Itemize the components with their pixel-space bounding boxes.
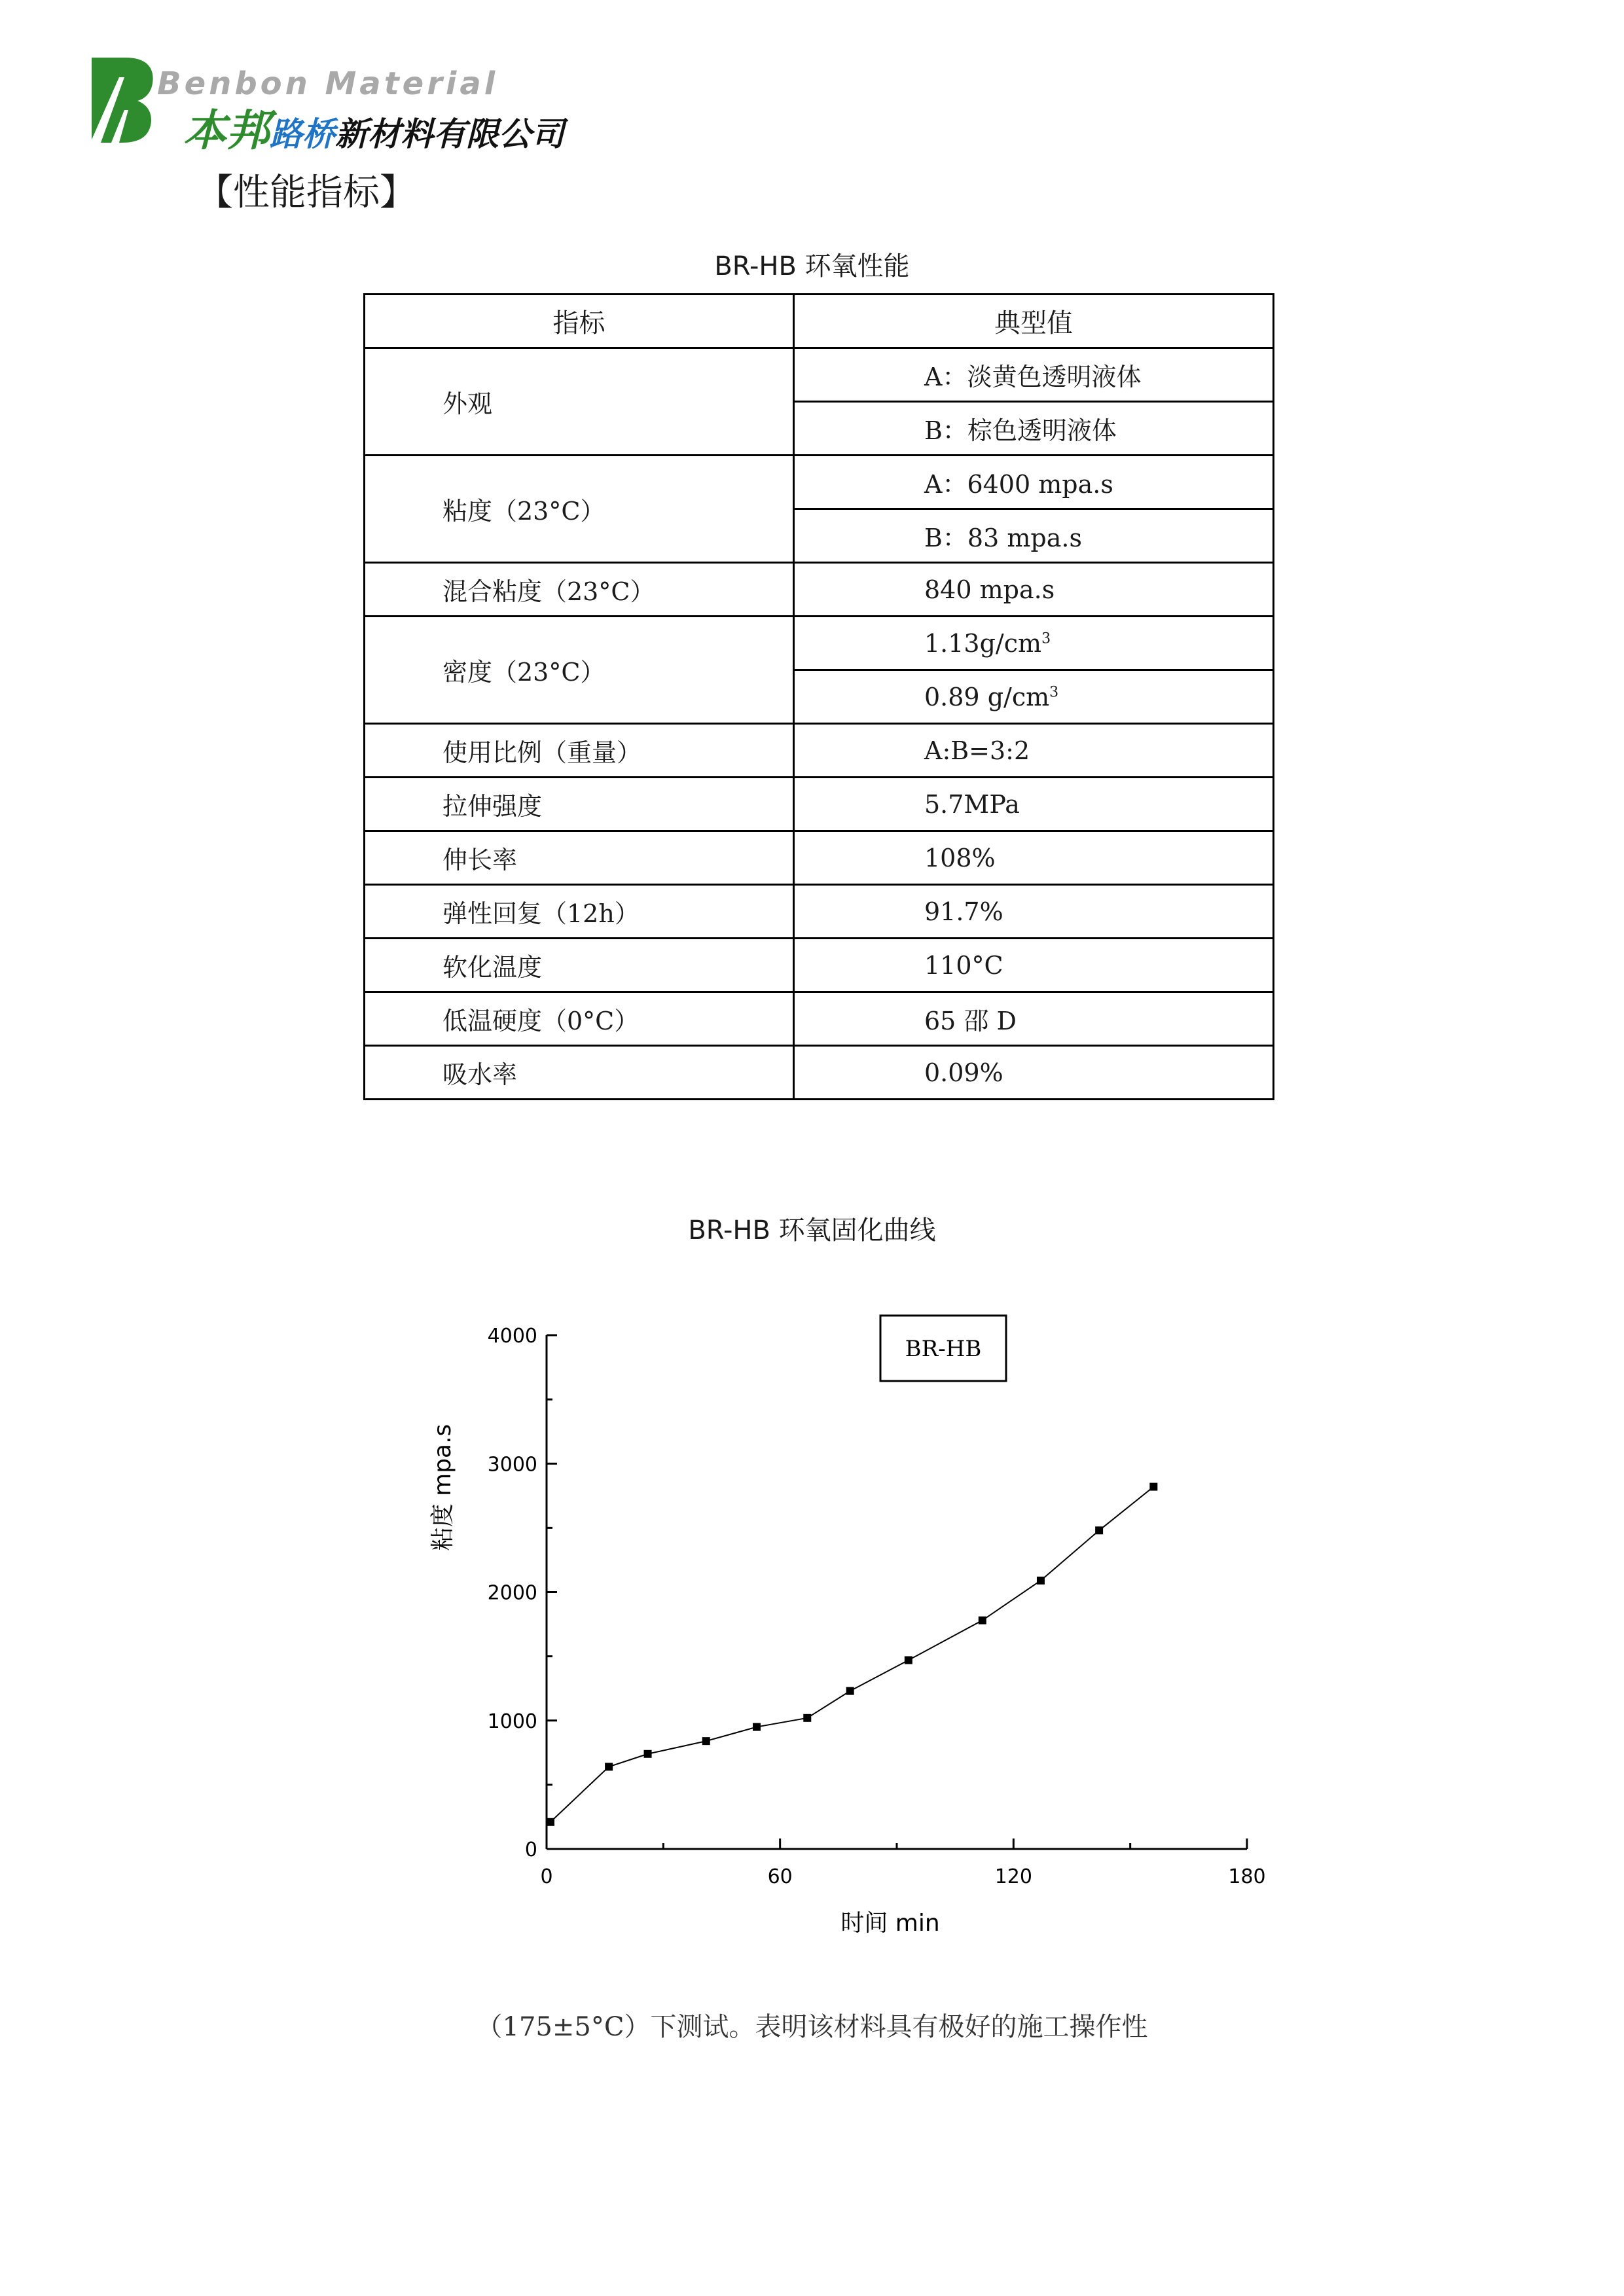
- row-name-elongation: 伸长率: [365, 831, 794, 885]
- data-point: [605, 1763, 613, 1770]
- x-tick-label: 0: [540, 1865, 553, 1888]
- data-point: [702, 1737, 710, 1745]
- data-point: [1095, 1526, 1103, 1534]
- row-name-ratio: 使用比例（重量）: [365, 724, 794, 778]
- x-tick-label: 60: [767, 1865, 793, 1888]
- chart-axes: [547, 1335, 1247, 1849]
- data-point: [803, 1714, 811, 1722]
- logo-english-text: Benbon Material: [157, 65, 499, 102]
- x-tick-label: 120: [994, 1865, 1032, 1888]
- chart-title: BR-HB 环氧固化曲线: [688, 1215, 936, 1246]
- row-name-density: 密度（23°C）: [365, 617, 794, 724]
- density-a-superscript: 3: [1041, 630, 1051, 647]
- y-tick-label: 0: [524, 1839, 537, 1861]
- row-name-tensile: 拉伸强度: [365, 778, 794, 831]
- row-value-mixed-viscosity: 840 mpa.s: [794, 563, 1274, 617]
- density-a-text: 1.13g/cm: [924, 628, 1042, 658]
- row-name-absorption: 吸水率: [365, 1046, 794, 1100]
- col-header-typical: 典型值: [794, 295, 1274, 348]
- section-title: 【性能指标】: [196, 171, 416, 214]
- y-axis-label: 粘度 mpa.s: [429, 1424, 456, 1551]
- row-value-appearance-a: A：淡黄色透明液体: [794, 348, 1274, 402]
- data-point: [905, 1657, 912, 1664]
- logo-cn-part3: 新材料有限公司: [335, 115, 564, 153]
- y-tick-label: 2000: [487, 1581, 537, 1605]
- data-point: [846, 1687, 854, 1695]
- data-point: [979, 1617, 986, 1624]
- density-b-superscript: 3: [1049, 683, 1059, 700]
- chart-legend: [880, 1316, 1006, 1381]
- chart-series: [547, 1483, 1157, 1826]
- row-value-softening: 110°C: [794, 939, 1274, 992]
- row-value-appearance-b: B：棕色透明液体: [794, 402, 1274, 456]
- x-axis-label: 时间 min: [840, 1910, 940, 1937]
- row-name-hardness: 低温硬度（0°C）: [365, 992, 794, 1046]
- row-name-viscosity: 粘度（23°C）: [365, 456, 794, 563]
- chart-labels: [429, 1424, 940, 1937]
- row-name-recovery: 弹性回复（12h）: [365, 885, 794, 939]
- row-name-appearance: 外观: [365, 348, 794, 456]
- density-b-text: 0.89 g/cm: [924, 682, 1050, 711]
- test-caption: （175±5°C）下测试。表明该材料具有极好的施工操作性: [476, 2012, 1148, 2042]
- y-tick-label: 3000: [487, 1453, 537, 1477]
- row-value-elongation: 108%: [794, 831, 1274, 885]
- row-value-hardness: 65 邵 D: [794, 992, 1274, 1046]
- col-header-indicator: 指标: [365, 295, 794, 348]
- series-line: [550, 1487, 1153, 1822]
- row-value-absorption: 0.09%: [794, 1046, 1274, 1100]
- row-value-recovery: 91.7%: [794, 885, 1274, 939]
- row-value-ratio: A:B=3:2: [794, 724, 1274, 778]
- logo-cn-part1: 本邦: [183, 105, 270, 156]
- row-value-tensile: 5.7MPa: [794, 778, 1274, 831]
- data-point: [753, 1723, 761, 1731]
- row-name-mixed-viscosity: 混合粘度（23°C）: [365, 563, 794, 617]
- row-value-viscosity-b: B：83 mpa.s: [794, 509, 1274, 563]
- y-tick-label: 1000: [487, 1710, 537, 1733]
- x-tick-label: 180: [1228, 1865, 1266, 1888]
- data-point: [1149, 1483, 1157, 1491]
- row-value-viscosity-a: A：6400 mpa.s: [794, 456, 1274, 509]
- logo-cn-part2: 路桥: [270, 115, 335, 153]
- row-name-softening: 软化温度: [365, 939, 794, 992]
- chart-ticks: [488, 1325, 1266, 1888]
- legend-label: BR-HB: [905, 1336, 982, 1362]
- y-tick-label: 4000: [487, 1325, 537, 1348]
- data-point: [644, 1750, 652, 1758]
- data-point: [547, 1818, 554, 1826]
- data-point: [1037, 1577, 1045, 1585]
- table-title: BR-HB 环氧性能: [714, 251, 910, 281]
